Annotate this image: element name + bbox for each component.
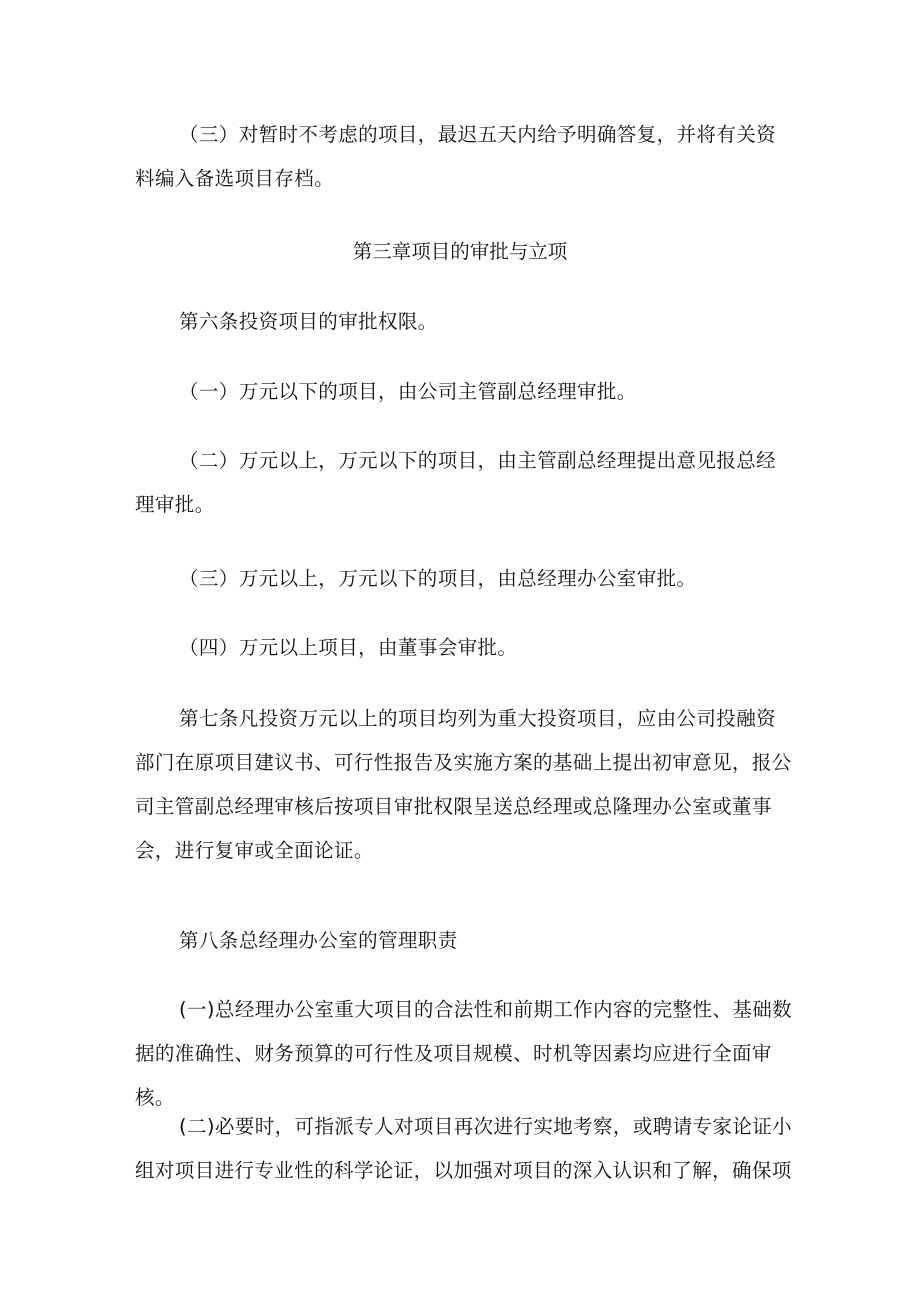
article-7: 第七条凡投资万元以上的项目均列为重大投资项目，应由公司投融资部门在原项目建议书、可行性报告及实施方案的基础上提出初审意见，报公司主管副总经理审核后按项目审批权限呈送总经理或总隆理办公室或董事会，进行复审或全面论证。 (135, 707, 792, 862)
article-6-item-2: （二）万元以上，万元以下的项目，由主管副总经理提出意见报总经理审批。 (135, 449, 777, 516)
article-6-item-3: （三）万元以上，万元以下的项目，由总经理办公室审批。 (179, 567, 697, 590)
article-6-item-4: （四）万元以上项目，由董事会审批。 (179, 636, 518, 659)
chapter-heading: 第三章项目的审批与立项 (352, 240, 568, 263)
article-8-item-1: (一)总经理办公室重大项目的合法性和前期工作内容的完整性、基础数据的准确性、财务预算的可行性及项目规模、时机等因素均应进行全面审核。 (135, 998, 793, 1109)
article-6-item-1: （一）万元以下的项目，由公司主管副总经理审批。 (179, 380, 637, 403)
article-8-item-2: (二)必要时，可指派专人对项目再次进行实地考察，或聘请专家论证小组对项目进行专业性的科学论证，以加强对项目的深入认识和了解，确保项 (135, 1115, 793, 1182)
article-6-title: 第六条投资项目的审批权限。 (179, 310, 438, 333)
paragraph-item-3-archive: （三）对暂时不考虑的项目，最迟五天内给予明确答复，并将有关资料编入备选项目存档。 (135, 123, 777, 190)
article-8-title: 第八条总经理办公室的管理职责 (179, 929, 458, 952)
